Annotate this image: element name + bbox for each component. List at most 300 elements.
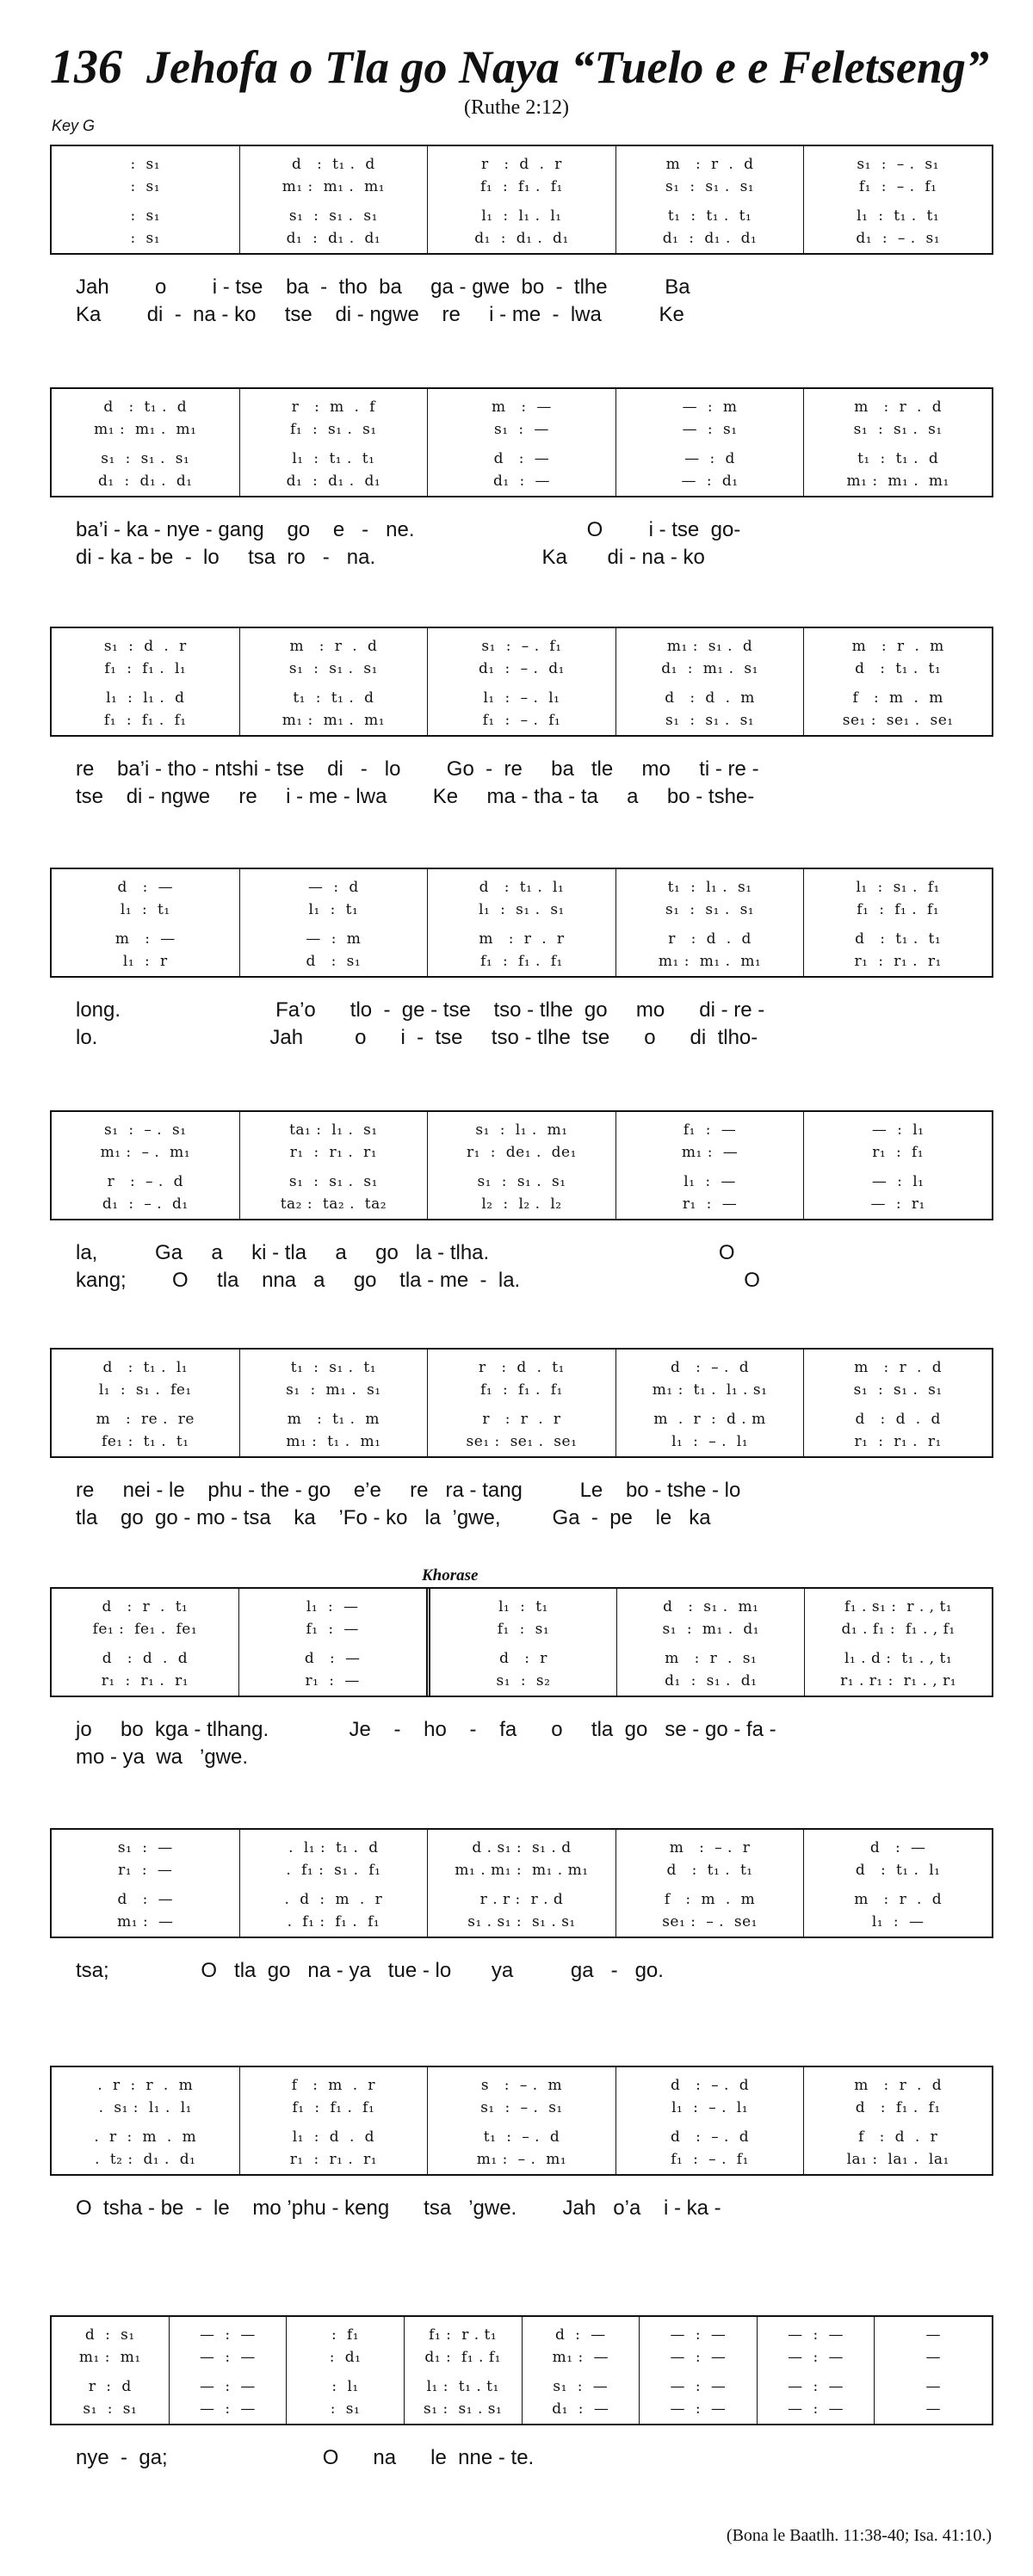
solfa-notes: r : d . r — [481, 156, 562, 173]
solfa-notes: t₁ : t₁ . d — [293, 689, 374, 707]
solfa-notes: m : r . d — [854, 398, 943, 416]
solfa-notes: l₁ : d . d — [292, 2128, 375, 2146]
solfa-notes: d : t₁ . d — [292, 156, 375, 173]
solfa-notes: s : – . m — [480, 2077, 563, 2094]
lower-voices — [428, 448, 615, 492]
solfa-notes: d : s₁ — [84, 2326, 135, 2344]
lyric-line: di - ka - be - lo tsa ro - na. Ka di - na - ko — [76, 546, 705, 569]
upper-voices — [52, 396, 239, 441]
measure — [615, 389, 804, 496]
solfa-notes: d₁ : — — [492, 473, 550, 490]
upper-voices — [52, 1837, 239, 1881]
solfa-notes: l₁ . d : t₁ . , t₁ — [844, 1650, 953, 1667]
solfa-notes: : l₁ — [331, 2378, 359, 2395]
solfa-notes: t₁ : l₁ . s₁ — [667, 879, 752, 896]
lower-voices — [428, 928, 615, 973]
lyrics — [50, 1239, 993, 1294]
solfa-notes: r₁ : r₁ . r₁ — [854, 1433, 942, 1450]
solfa-notes: d₁ : s₁ . d₁ — [665, 1672, 758, 1690]
solfa-notes: s₁ : — — [117, 1839, 173, 1856]
solfa-notes: m₁ : t₁ . l₁ . s₁ — [652, 1381, 768, 1399]
solfa-notes: . r : r . m — [97, 2077, 194, 2094]
solfa-notes: — : — — [200, 2349, 256, 2366]
lyric-line: re nei - le phu - the - go e’e re ra - tang Le bo - tshe - lo — [76, 1479, 741, 1502]
solfa-notes: . f₁ : f₁ . f₁ — [287, 1913, 380, 1930]
score-system — [50, 145, 993, 329]
solfa-notes: m : r . r — [479, 930, 565, 948]
solfa-notes: : s₁ — [130, 178, 161, 195]
measure — [615, 1830, 804, 1937]
upper-voices — [428, 1356, 615, 1401]
solfa-notes: d . s₁ : s₁ . d — [472, 1839, 572, 1856]
score-system — [50, 1348, 993, 1532]
upper-voices — [523, 2324, 640, 2369]
solfa-notes: f : m . m — [664, 1891, 756, 1908]
solfa-notes: s₁ : l₁ . m₁ — [475, 1121, 568, 1139]
measure — [615, 146, 804, 253]
solfa-notes: l₁ : l₁ . d — [106, 689, 185, 707]
lyric-line: O tsha - be - le mo ’phu - keng tsa ’gwe. Jah o’a i - ka - — [76, 2196, 721, 2220]
upper-voices — [52, 1356, 239, 1401]
solfa-notes: m : r . d — [854, 2077, 943, 2094]
solfa-notes: s₁ : s₁ . s₁ — [424, 2400, 503, 2418]
solfa-notes: s₁ : – . s₁ — [857, 156, 939, 173]
score-system — [50, 2066, 993, 2222]
solfa-notes: d : — — [493, 450, 550, 467]
solfa-notes: d : – . d — [671, 1359, 750, 1376]
solfa-notes: d : t₁ . l₁ — [479, 879, 565, 896]
solfa-notes: t₁ : s₁ . t₁ — [290, 1359, 377, 1376]
lower-voices — [875, 2375, 992, 2420]
hymn-title-line — [50, 41, 989, 93]
solfa-notes: d₁ : d₁ . d₁ — [474, 230, 569, 247]
solfa-notes: : s₁ — [130, 156, 161, 173]
solfa-notes: m₁ : m₁ . m₁ — [846, 473, 949, 490]
solfa-notes: — — [925, 2326, 941, 2344]
lower-voices — [640, 2375, 757, 2420]
solfa-notes: m₁ : m₁ . m₁ — [281, 178, 386, 195]
solfa-notes: r₁ . r₁ : r₁ . , r₁ — [840, 1672, 957, 1690]
lower-voices — [616, 205, 804, 250]
measure — [52, 628, 239, 735]
solfa-notes: f₁ : f₁ . f₁ — [857, 901, 940, 918]
solfa-notes: l₂ : l₂ . l₂ — [481, 1195, 562, 1213]
solfa-notes: ta₂ : ta₂ . ta₂ — [280, 1195, 387, 1213]
solfa-notes: f₁ . s₁ : r . , t₁ — [844, 1598, 953, 1615]
lower-voices — [240, 1171, 428, 1215]
solfa-notes: l₁ : t₁ . t₁ — [857, 207, 940, 225]
solfa-notes: d : f₁ . f₁ — [855, 2099, 941, 2116]
lower-voices — [804, 1888, 992, 1933]
measure — [239, 1112, 428, 1219]
lower-voices — [616, 448, 804, 492]
lyric-line: re ba’i - tho - ntshi - tse di - lo Go - re ba tle mo ti - re - — [76, 757, 759, 781]
lyrics — [50, 756, 993, 811]
solfa-notes: f₁ : f₁ . f₁ — [292, 2099, 375, 2116]
lyrics — [50, 1477, 993, 1532]
upper-voices — [804, 2074, 992, 2119]
lower-voices — [52, 1408, 239, 1453]
solfa-notes: f₁ : f₁ . f₁ — [480, 953, 563, 970]
lyric-line: ba’i - ka - nye - gang go e - ne. O i - tse go- — [76, 518, 741, 541]
lower-voices — [240, 205, 428, 250]
solfa-notes: m₁ : m₁ . m₁ — [658, 953, 762, 970]
lower-voices — [616, 687, 804, 732]
lower-voices — [804, 448, 992, 492]
chorus-label: Khorase — [422, 1566, 479, 1585]
upper-voices — [405, 2324, 522, 2369]
solfa-notes: d : t₁ . d — [103, 398, 188, 416]
solfa-notes: m₁ : m₁ . m₁ — [94, 421, 197, 438]
solfa-notes: d : r . t₁ — [102, 1598, 189, 1615]
hymn-header — [50, 41, 989, 93]
solfa-notes: la₁ : la₁ . la₁ — [846, 2151, 949, 2168]
measure — [639, 2317, 757, 2424]
lower-voices — [240, 1888, 428, 1933]
solfa-notes: d₁ : f₁ . f₁ — [424, 2349, 501, 2366]
staff — [50, 1587, 993, 1697]
solfa-notes: fe₁ : t₁ . t₁ — [102, 1433, 189, 1450]
staff — [50, 1348, 993, 1458]
lyric-line: tsa; O tla go na - ya tue - lo ya ga - go. — [76, 1959, 664, 1982]
solfa-notes: : f₁ — [331, 2326, 360, 2344]
measure — [427, 389, 615, 496]
solfa-notes: r₁ : — — [305, 1672, 360, 1690]
solfa-notes: d : — — [554, 2326, 606, 2344]
lower-voices — [804, 687, 992, 732]
measure — [803, 389, 992, 496]
upper-voices — [616, 635, 804, 680]
lyric-line: mo - ya wa ’gwe. — [76, 1745, 249, 1769]
solfa-notes: l₁ : t₁ — [120, 901, 170, 918]
lyric-line: jo bo kga - tlhang. Je - ho - fa o tla go se - go - fa - — [76, 1718, 776, 1741]
solfa-notes: m₁ : m₁ . m₁ — [281, 712, 386, 729]
lower-voices — [52, 2375, 169, 2420]
lyrics — [50, 997, 993, 1052]
solfa-notes: d : — — [304, 1650, 361, 1667]
solfa-notes: d₁ : – . s₁ — [856, 230, 941, 247]
solfa-notes: m₁ : t₁ . m₁ — [286, 1433, 381, 1450]
hymn-number: 136 — [50, 40, 122, 94]
upper-voices — [804, 1837, 992, 1881]
upper-voices — [617, 1596, 804, 1640]
measure — [239, 869, 428, 976]
solfa-notes: — : — — [200, 2326, 256, 2344]
solfa-notes: l₁ : – . l₁ — [483, 689, 560, 707]
solfa-notes: d : d . d — [855, 1411, 941, 1428]
upper-voices — [616, 1119, 804, 1164]
solfa-notes: d : r — [499, 1650, 547, 1667]
measure — [615, 628, 804, 735]
solfa-notes: — : l₁ — [871, 1173, 925, 1190]
upper-voices — [804, 396, 992, 441]
measure — [427, 869, 615, 976]
staff — [50, 868, 993, 978]
measure — [239, 389, 428, 496]
solfa-notes: s₁ : s₁ . s₁ — [853, 421, 943, 438]
lower-voices — [616, 2126, 804, 2171]
solfa-notes: d : t₁ . l₁ — [102, 1359, 189, 1376]
lyric-line: nye - ga; O na le nne - te. — [76, 2446, 535, 2469]
solfa-notes: d₁ : d₁ . d₁ — [286, 230, 381, 247]
solfa-notes: r : d . t₁ — [479, 1359, 565, 1376]
solfa-notes: d : – . d — [671, 2128, 750, 2146]
lower-voices — [240, 2126, 428, 2171]
solfa-notes: d : – . d — [671, 2077, 750, 2094]
solfa-notes: — : — — [788, 2378, 844, 2395]
measure — [52, 2067, 239, 2174]
measure — [803, 1350, 992, 1456]
upper-voices — [616, 876, 804, 921]
staff — [50, 627, 993, 737]
upper-voices — [804, 1119, 992, 1164]
solfa-notes: s₁ : – . s₁ — [480, 2099, 563, 2116]
solfa-notes: s₁ : s₁ . s₁ — [288, 1173, 378, 1190]
solfa-notes: — : l₁ — [871, 1121, 925, 1139]
solfa-notes: : s₁ — [130, 230, 161, 247]
upper-voices — [758, 2324, 875, 2369]
lower-voices — [52, 205, 239, 250]
measure — [286, 2317, 404, 2424]
solfa-notes: r : – . d — [107, 1173, 183, 1190]
solfa-notes: d : — — [869, 1839, 926, 1856]
measure — [615, 869, 804, 976]
solfa-notes: . f₁ : s₁ . f₁ — [286, 1862, 381, 1879]
lyrics — [50, 274, 993, 329]
solfa-notes: s₁ : d . r — [103, 638, 187, 655]
solfa-notes: s₁ : s₁ . s₁ — [477, 1173, 566, 1190]
solfa-notes: r : r . r — [482, 1411, 561, 1428]
solfa-notes: — : — — [200, 2378, 256, 2395]
solfa-notes: — : — — [670, 2326, 727, 2344]
solfa-notes: ta₁ : l₁ . s₁ — [289, 1121, 378, 1139]
solfa-notes: s₁ : – . s₁ — [104, 1121, 187, 1139]
solfa-notes: r₁ : r₁ . r₁ — [854, 953, 942, 970]
upper-voices — [240, 396, 428, 441]
solfa-notes: m : r . d — [854, 1359, 943, 1376]
solfa-notes: r . r : r . d — [479, 1891, 564, 1908]
solfa-notes: — : m — [306, 930, 362, 948]
upper-voices — [240, 2074, 428, 2119]
lower-voices — [240, 928, 428, 973]
solfa-notes: d₁ : m₁ . s₁ — [661, 660, 758, 677]
solfa-notes: l₁ : – . l₁ — [671, 1433, 749, 1450]
solfa-notes: l₁ : s₁ . fe₁ — [98, 1381, 192, 1399]
solfa-notes: . s₁ : l₁ . l₁ — [98, 2099, 192, 2116]
upper-voices — [428, 876, 615, 921]
solfa-notes: — : — — [788, 2400, 844, 2418]
lyrics — [50, 516, 993, 571]
upper-voices — [430, 1596, 617, 1640]
measure — [239, 146, 428, 253]
upper-voices — [240, 1119, 428, 1164]
upper-voices — [52, 1596, 238, 1640]
lower-voices — [52, 2126, 239, 2171]
solfa-notes: r : d . d — [668, 930, 752, 948]
upper-voices — [287, 2324, 404, 2369]
lyric-line: tse di - ngwe re i - me - lwa Ke ma - tha - ta a bo - tshe- — [76, 785, 755, 808]
solfa-notes: — : m — [682, 398, 738, 416]
solfa-notes: s₁ : s₁ . s₁ — [665, 712, 755, 729]
measure — [426, 1589, 617, 1696]
solfa-notes: l₁ : r — [122, 953, 168, 970]
solfa-notes: . d : m . r — [284, 1891, 383, 1908]
lower-voices — [523, 2375, 640, 2420]
solfa-notes: m₁ : — — [552, 2349, 609, 2366]
measure — [803, 146, 992, 253]
solfa-notes: . l₁ : t₁ . d — [288, 1839, 379, 1856]
solfa-notes: s₁ : m₁ . s₁ — [286, 1381, 381, 1399]
measure — [874, 2317, 992, 2424]
solfa-notes: l₁ : s₁ . s₁ — [479, 901, 565, 918]
upper-voices — [428, 2074, 615, 2119]
solfa-notes: s₁ : — — [494, 421, 549, 438]
solfa-notes: — : — — [670, 2349, 727, 2366]
lyric-line: tla go go - mo - tsa ka ’Fo - ko la ’gwe, Ga - pe le ka — [76, 1506, 711, 1529]
lower-voices — [804, 928, 992, 973]
upper-voices — [428, 396, 615, 441]
solfa-notes: d : t₁ . l₁ — [855, 1862, 941, 1879]
hymn-title: Jehofa o Tla go Naya “Tuelo e e Feletseng” — [146, 41, 989, 93]
upper-voices — [240, 876, 428, 921]
solfa-notes: d : — — [117, 879, 174, 896]
measure — [52, 1350, 239, 1456]
solfa-notes: d₁ . f₁ : f₁ . , f₁ — [841, 1621, 956, 1638]
solfa-notes: r₁ : de₁ . de₁ — [467, 1144, 577, 1161]
solfa-notes: f₁ : f₁ . f₁ — [480, 178, 563, 195]
upper-voices — [52, 2074, 239, 2119]
solfa-notes: f₁ : r . t₁ — [429, 2326, 498, 2344]
solfa-notes: fe₁ : fe₁ . fe₁ — [92, 1621, 198, 1638]
measure — [427, 1350, 615, 1456]
solfa-notes: l₁ : l₁ . l₁ — [481, 207, 562, 225]
measure — [803, 1112, 992, 1219]
measure — [757, 2317, 875, 2424]
measure — [803, 628, 992, 735]
solfa-notes: s₁ : s₁ . s₁ — [853, 1381, 943, 1399]
solfa-notes: — : d₁ — [681, 473, 739, 490]
staff — [50, 387, 993, 497]
solfa-notes: m₁ : – . m₁ — [100, 1144, 191, 1161]
solfa-notes: l₁ : — — [306, 1598, 359, 1615]
score-system — [50, 1110, 993, 1294]
solfa-notes: l₁ : t₁ — [498, 1598, 548, 1615]
solfa-notes: — : — — [200, 2400, 256, 2418]
solfa-notes: l₁ : s₁ . f₁ — [856, 879, 940, 896]
solfa-notes: f₁ : f₁ . l₁ — [104, 660, 187, 677]
measure — [615, 1112, 804, 1219]
footer-reference: (Bona le Baatlh. 11:38-40; Isa. 41:10.) — [726, 2526, 992, 2545]
solfa-notes: s₁ : s₁ . s₁ — [665, 178, 755, 195]
solfa-notes: m₁ . m₁ : m₁ . m₁ — [455, 1862, 589, 1879]
upper-voices — [240, 1356, 428, 1401]
staff — [50, 2066, 993, 2176]
upper-voices — [52, 153, 239, 198]
solfa-notes: — : d — [684, 450, 735, 467]
solfa-notes: s₁ : m₁ . d₁ — [662, 1621, 760, 1638]
upper-voices — [240, 635, 428, 680]
solfa-notes: r₁ : — — [118, 1862, 173, 1879]
upper-voices — [170, 2324, 287, 2369]
upper-voices — [428, 1119, 615, 1164]
lower-voices — [170, 2375, 287, 2420]
solfa-notes: — : — — [788, 2326, 844, 2344]
solfa-notes: m₁ : s₁ . d — [666, 638, 753, 655]
lyric-line: Ka di - na - ko tse di - ngwe re i - me - lwa Ke — [76, 303, 684, 326]
lower-voices — [52, 928, 239, 973]
lower-voices — [52, 1171, 239, 1215]
lower-voices — [758, 2375, 875, 2420]
lower-voices — [616, 1888, 804, 1933]
solfa-notes: d₁ : d₁ . d₁ — [98, 473, 193, 490]
lower-voices — [287, 2375, 404, 2420]
measure — [52, 1589, 238, 1696]
solfa-notes: m : r . d — [665, 156, 754, 173]
solfa-notes: m : — — [492, 398, 552, 416]
solfa-notes: se₁ : se₁ . se₁ — [842, 712, 954, 729]
score-system — [50, 1828, 993, 1985]
lower-voices — [240, 687, 428, 732]
solfa-notes: s₁ : s₁ — [83, 2400, 138, 2418]
lyrics — [50, 1716, 993, 1771]
solfa-notes: t₁ : – . d — [483, 2128, 560, 2146]
key-signature: Key G — [52, 117, 96, 134]
upper-voices — [239, 1596, 426, 1640]
solfa-notes: : s₁ — [330, 2400, 361, 2418]
solfa-notes: m . r : d . m — [653, 1411, 766, 1428]
upper-voices — [804, 635, 992, 680]
upper-voices — [616, 1356, 804, 1401]
lower-voices — [239, 1647, 426, 1692]
measure — [615, 2067, 804, 2174]
measure — [52, 146, 239, 253]
score-system — [50, 868, 993, 1052]
solfa-notes: m : re . re — [96, 1411, 195, 1428]
solfa-notes: s₁ : s₁ . s₁ — [665, 901, 755, 918]
measure — [803, 2067, 992, 2174]
solfa-notes: . t₂ : d₁ . d₁ — [95, 2151, 196, 2168]
score-system — [50, 1587, 993, 1771]
solfa-notes: d : — — [117, 1891, 174, 1908]
staff — [50, 145, 993, 255]
upper-voices — [616, 396, 804, 441]
upper-voices — [875, 2324, 992, 2369]
solfa-notes: s₁ : s₁ . s₁ — [288, 207, 378, 225]
lower-voices — [804, 2126, 992, 2171]
score-system — [50, 2315, 993, 2472]
lower-voices — [805, 1647, 992, 1692]
solfa-notes: d₁ : – . d₁ — [479, 660, 565, 677]
solfa-notes: — — [925, 2349, 941, 2366]
upper-voices — [428, 153, 615, 198]
upper-voices — [804, 1356, 992, 1401]
solfa-notes: r₁ : f₁ — [872, 1144, 925, 1161]
solfa-notes: f₁ : s₁ . s₁ — [290, 421, 377, 438]
measure — [803, 869, 992, 976]
solfa-notes: f : d . r — [858, 2128, 938, 2146]
measure — [239, 2067, 428, 2174]
measure — [616, 1589, 804, 1696]
lower-voices — [405, 2375, 522, 2420]
solfa-notes: m : r . m — [851, 638, 944, 655]
solfa-notes: d₁ : d₁ . d₁ — [662, 230, 758, 247]
score-system — [50, 627, 993, 811]
solfa-notes: — : r₁ — [870, 1195, 925, 1213]
lower-voices — [52, 687, 239, 732]
upper-voices — [52, 876, 239, 921]
lower-voices — [240, 1408, 428, 1453]
solfa-notes: : s₁ — [130, 207, 161, 225]
